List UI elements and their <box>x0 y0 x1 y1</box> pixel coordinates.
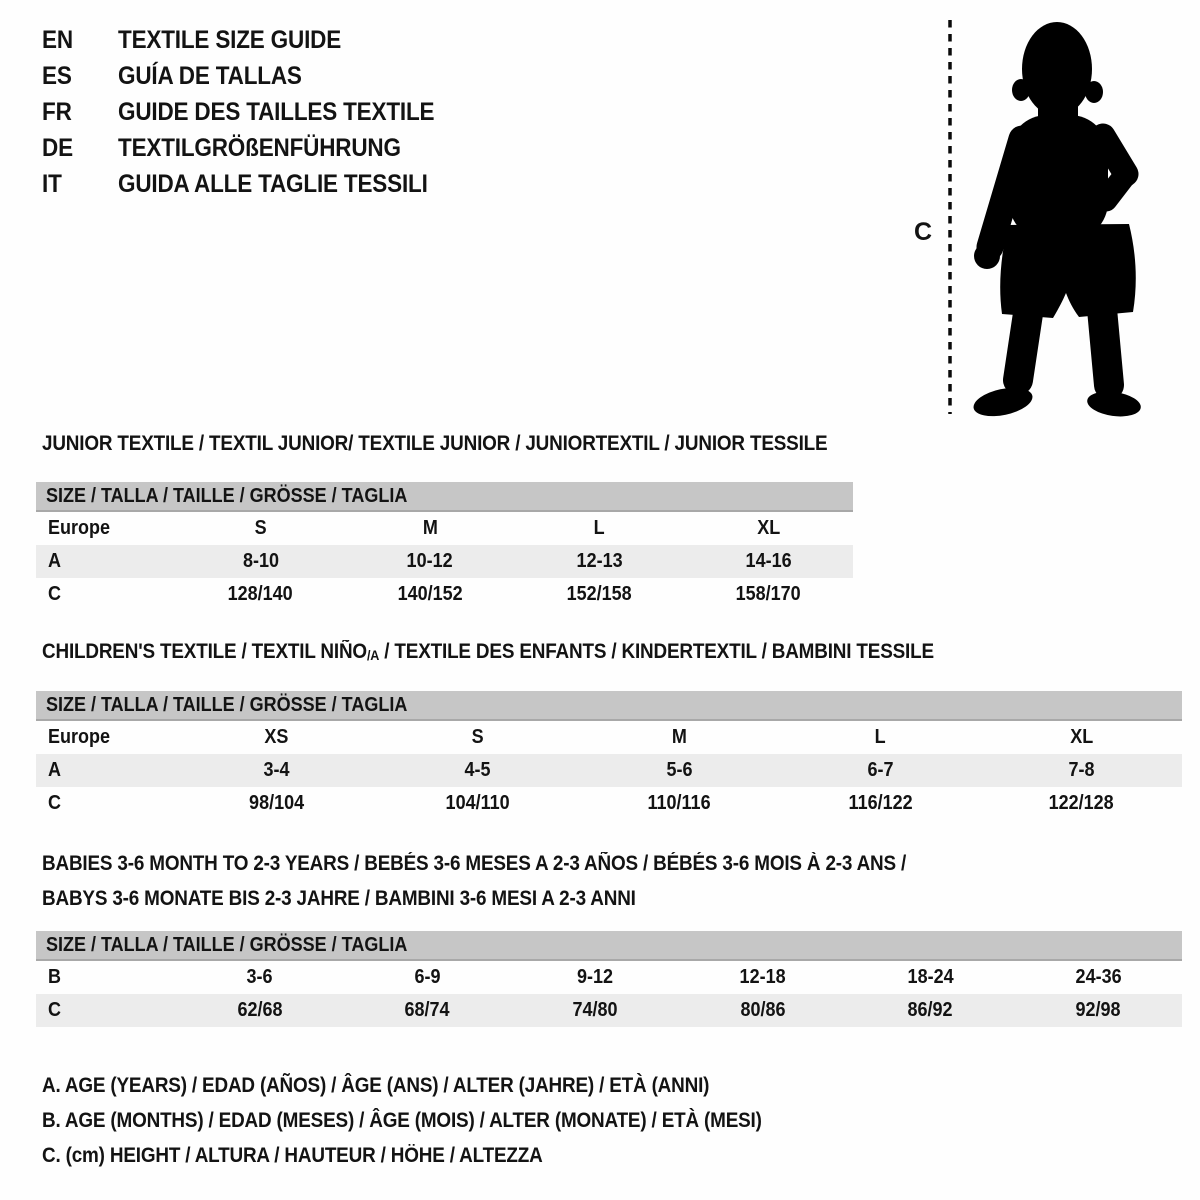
table-cell: 80/86 <box>740 999 786 1021</box>
table-cell: 8-10 <box>242 550 279 572</box>
table-row <box>36 787 1182 820</box>
language-label: GUIDE DES TAILLES TEXTILE <box>118 98 435 126</box>
section-title-part: CHILDREN'S TEXTILE / TEXTIL NIÑO <box>42 640 367 663</box>
row-label: A <box>48 759 62 781</box>
table-cell: 3-4 <box>263 759 290 781</box>
row-label: B <box>48 966 62 988</box>
size-header-bar: SIZE / TALLA / TAILLE / GRÖSSE / TAGLIA <box>36 691 1182 721</box>
table-cell: XL <box>756 517 780 539</box>
size-header-bar: SIZE / TALLA / TAILLE / GRÖSSE / TAGLIA <box>36 482 853 512</box>
section-title-part: BABYS 3-6 MONATE BIS 2-3 JAHRE / BAMBINI 3-6 MESI A 2-3 ANNI <box>42 887 636 910</box>
table-cell: 10-12 <box>406 550 453 572</box>
language-row-it <box>42 170 470 206</box>
table-cell: S <box>471 726 484 748</box>
language-label: TEXTILE SIZE GUIDE <box>118 26 342 54</box>
language-label: GUÍA DE TALLAS <box>118 62 302 90</box>
table-cell: 9-12 <box>577 966 614 988</box>
table-cell: 98/104 <box>249 792 305 814</box>
section-title <box>42 846 1182 916</box>
table-row <box>36 721 1182 754</box>
table-cell: 12-13 <box>576 550 623 572</box>
height-measure-label: C <box>914 218 933 246</box>
measurement-legend <box>42 1068 842 1173</box>
language-code: FR <box>42 98 72 126</box>
size-header-bar: SIZE / TALLA / TAILLE / GRÖSSE / TAGLIA <box>36 931 1182 961</box>
section-title-text <box>42 640 934 665</box>
legend-line-a: A. AGE (YEARS) / EDAD (AÑOS) / ÂGE (ANS) / ALTER (JAHRE) / ETÀ (ANNI) <box>42 1074 710 1097</box>
legend-line-b: B. AGE (MONTHS) / EDAD (MESES) / ÂGE (MOIS) / ALTER (MONATE) / ETÀ (MESI) <box>42 1109 762 1132</box>
section-junior-textile <box>36 432 915 611</box>
language-row-en <box>42 26 470 62</box>
table-cell: 92/98 <box>1075 999 1121 1021</box>
language-code: EN <box>42 26 73 54</box>
table-cell: 5-6 <box>665 759 693 781</box>
table-cell: S <box>254 517 267 539</box>
babies-size-table <box>36 931 1182 1027</box>
section-title-text <box>42 846 906 916</box>
row-label: C <box>48 583 62 605</box>
junior-size-table <box>36 482 853 611</box>
language-list <box>42 26 470 206</box>
language-code: IT <box>42 170 62 198</box>
language-code: DE <box>42 134 73 162</box>
table-cell: 86/92 <box>907 999 954 1021</box>
table-cell: 24-36 <box>1075 966 1122 988</box>
section-babies-textile <box>36 846 1182 1027</box>
language-row-fr <box>42 98 470 134</box>
row-label: C <box>48 792 62 814</box>
row-label: C <box>48 999 62 1021</box>
table-cell: XL <box>1069 726 1093 748</box>
table-cell: 14-16 <box>745 550 792 572</box>
row-label: Europe <box>48 517 111 539</box>
table-cell: 18-24 <box>907 966 954 988</box>
table-cell: 4-5 <box>464 759 491 781</box>
table-row <box>36 578 853 611</box>
table-row <box>36 545 853 578</box>
section-title <box>42 432 915 456</box>
section-title-part: BABIES 3-6 MONTH TO 2-3 YEARS / BEBÉS 3-6 MESES A 2-3 AÑOS / BÉBÉS 3-6 MOIS À 2-3 ANS / <box>42 852 907 875</box>
table-cell: M <box>671 726 687 748</box>
legend-line-c: C. (cm) HEIGHT / ALTURA / HAUTEUR / HÖHE / ALTEZZA <box>42 1144 543 1167</box>
section-children-textile <box>36 640 1182 820</box>
language-row-es <box>42 62 470 98</box>
table-cell: 68/74 <box>404 999 451 1021</box>
table-cell: 158/170 <box>735 583 801 605</box>
language-row-de <box>42 134 470 170</box>
table-cell: 116/122 <box>848 792 913 814</box>
table-row <box>36 961 1182 994</box>
table-cell: 62/68 <box>237 999 283 1021</box>
table-cell: 74/80 <box>572 999 618 1021</box>
section-title-part: JUNIOR TEXTILE / TEXTIL JUNIOR/ TEXTILE JUNIOR / JUNIORTEXTIL / JUNIOR TESSILE <box>42 432 828 455</box>
table-row <box>36 754 1182 787</box>
section-title-part: /A <box>366 647 380 663</box>
table-cell: 110/116 <box>647 792 711 814</box>
language-label: GUIDA ALLE TAGLIE TESSILI <box>118 170 428 198</box>
table-cell: M <box>422 517 438 539</box>
language-code: ES <box>42 62 72 90</box>
table-cell: L <box>593 517 605 539</box>
children-size-table <box>36 691 1182 820</box>
table-cell: 152/158 <box>566 583 632 605</box>
table-cell: 7-8 <box>1068 759 1095 781</box>
size-guide-figure <box>905 12 1150 424</box>
table-cell: 122/128 <box>1048 792 1114 814</box>
table-cell: 140/152 <box>397 583 463 605</box>
language-label: TEXTILGRÖßENFÜHRUNG <box>118 134 401 162</box>
table-row <box>36 512 853 545</box>
section-title-text <box>42 432 827 456</box>
table-row <box>36 994 1182 1027</box>
table-cell: XS <box>264 726 289 748</box>
table-cell: 12-18 <box>739 966 786 988</box>
row-label: A <box>48 550 62 572</box>
toddler-silhouette-icon <box>905 12 1150 424</box>
table-cell: 128/140 <box>228 583 294 605</box>
table-cell: 3-6 <box>246 966 273 988</box>
table-cell: 6-7 <box>867 759 894 781</box>
table-cell: L <box>874 726 886 748</box>
table-cell: 6-9 <box>414 966 441 988</box>
section-title-part: / TEXTILE DES ENFANTS / KINDERTEXTIL / BAMBINI TESSILE <box>379 640 934 663</box>
row-label: Europe <box>48 726 111 748</box>
section-title <box>42 640 1182 665</box>
table-cell: 104/110 <box>445 792 510 814</box>
